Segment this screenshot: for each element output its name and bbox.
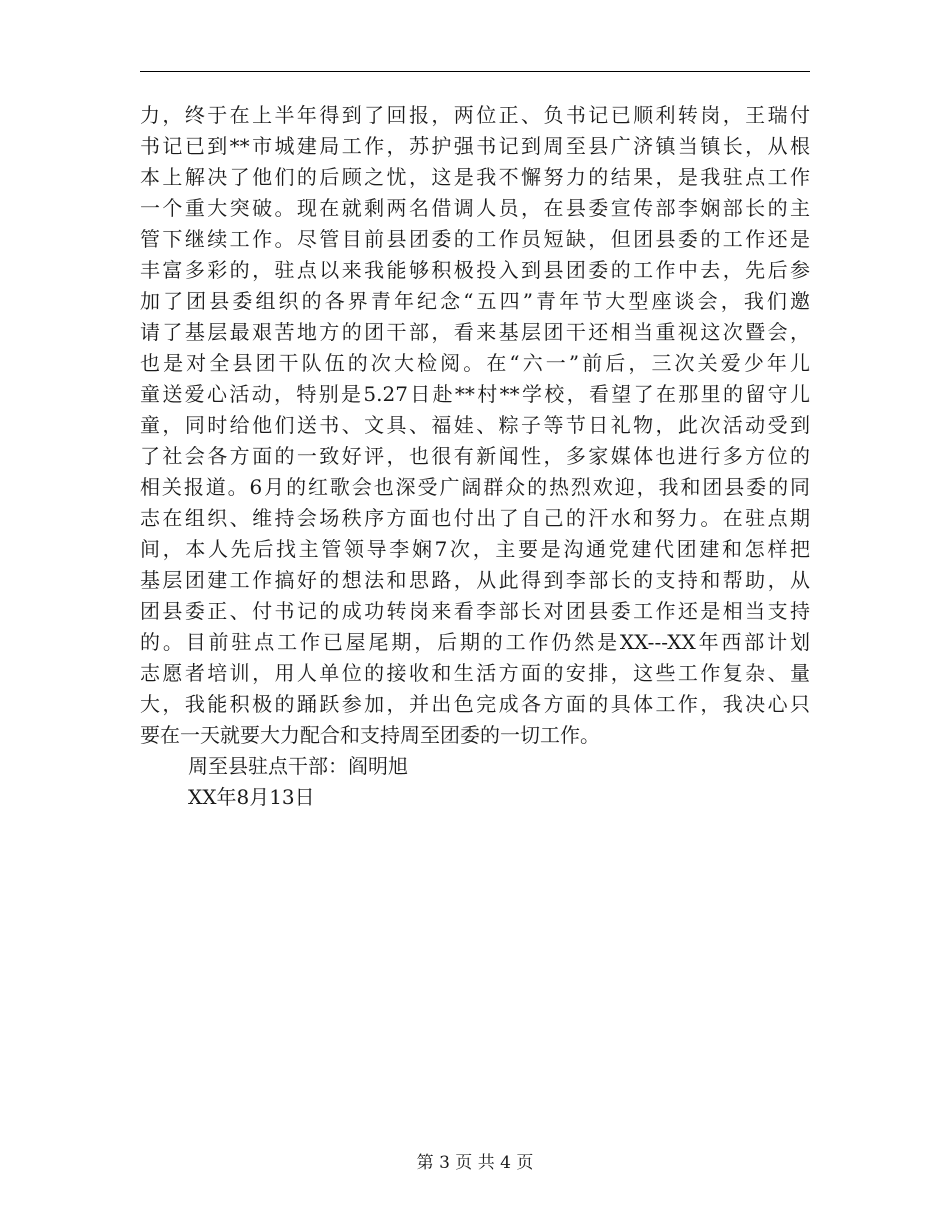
paragraph-line: 间，本人先后找主管领导李娴7次，主要是沟通党建代团建和怎样把 (140, 537, 810, 561)
signature-line: 周至县驻点干部：阎明旭 (188, 754, 408, 778)
paragraph-line: 一个重大突破。现在就剩两名借调人员，在县委宣传部李娴部长的主 (140, 196, 810, 220)
paragraph-line: 了社会各方面的一致好评，也很有新闻性，多家媒体也进行多方位的 (140, 444, 810, 468)
paragraph-line: 也是对全县团干队伍的次大检阅。在“六一”前后，三次关爱少年儿 (140, 351, 810, 375)
paragraph-line: 的。目前驻点工作已屋尾期，后期的工作仍然是XX---XX年西部计划 (140, 630, 810, 654)
paragraph-line: 相关报道。6月的红歌会也深受广阔群众的热烈欢迎，我和团县委的同 (140, 475, 810, 499)
paragraph-line: 童送爱心活动，特别是5.27日赴**村**学校，看望了在那里的留守儿 (140, 382, 810, 406)
paragraph-line: 大，我能积极的踊跃参加，并出色完成各方面的具体工作，我决心只 (140, 692, 810, 716)
paragraph-line: 丰富多彩的，驻点以来我能够积极投入到县团委的工作中去，先后参 (140, 258, 810, 282)
paragraph-line: 力，终于在上半年得到了回报，两位正、负书记已顺利转岗，王瑞付 (140, 103, 810, 127)
paragraph-line: 童，同时给他们送书、文具、福娃、粽子等节日礼物，此次活动受到 (140, 413, 810, 437)
paragraph-line: 本上解决了他们的后顾之忧，这是我不懈努力的结果，是我驻点工作 (140, 165, 810, 189)
page-number: 第 3 页 共 4 页 (416, 1153, 534, 1173)
paragraph-line: 要在一天就要大力配合和支持周至团委的一切工作。 (140, 723, 600, 747)
paragraph-line: 基层团建工作搞好的想法和思路，从此得到李部长的支持和帮助，从 (140, 568, 810, 592)
header-rule (140, 71, 810, 72)
paragraph-line: 请了基层最艰苦地方的团干部，看来基层团干还相当重视这次暨会， (140, 320, 810, 344)
paragraph-line: 书记已到**市城建局工作，苏护强书记到周至县广济镇当镇长，从根 (140, 134, 810, 158)
document-body (140, 100, 810, 813)
paragraph-line: 志在组织、维持会场秩序方面也付出了自己的汗水和努力。在驻点期 (140, 506, 810, 530)
paragraph-line: 管下继续工作。尽管目前县团委的工作员短缺，但团县委的工作还是 (140, 227, 810, 251)
paragraph-line: 团县委正、付书记的成功转岗来看李部长对团县委工作还是相当支持 (140, 599, 810, 623)
paragraph-line: 志愿者培训，用人单位的接收和生活方面的安排，这些工作复杂、量 (140, 661, 810, 685)
paragraph-line: 加了团县委组织的各界青年纪念“五四”青年节大型座谈会，我们邀 (140, 289, 810, 313)
date-line: XX年8月13日 (188, 785, 315, 809)
